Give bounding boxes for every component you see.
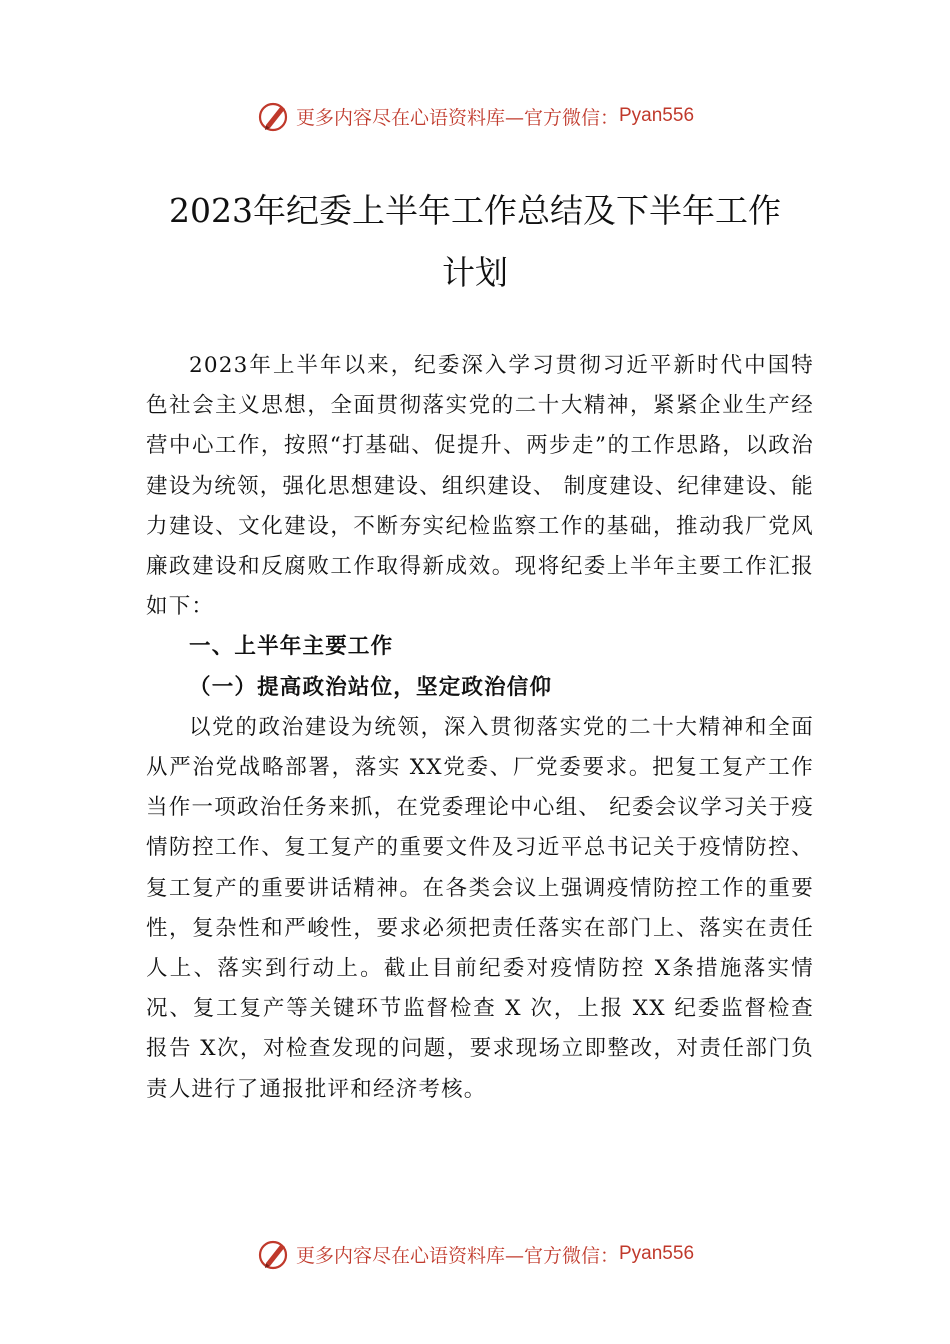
banner-text: 更多内容尽在心语资料库—官方微信： bbox=[295, 106, 619, 129]
pen-in-circle-icon bbox=[256, 98, 292, 134]
subsection-heading: （一）提高政治站位，坚定政治信仰 bbox=[189, 674, 553, 700]
wechat-id: Pyan556 bbox=[619, 105, 695, 126]
body-paragraph: 以党的政治建设为统领，深入贯彻落实党的二十大精神和全面从严治党战略部署，落实 XX党委、厂党委要求。把复工复产工作当作一项政治任务来抓，在党委理论中心组、 纪委会议学习关于疫情防控工作、复工复产的重要文件及习近平总书记关于疫情防控、复工复产的重要讲话精神。在各类会议上强调疫情防控工作的重要性，复杂性和严峻性，要求必须把责任落实在部门上、落实在责任人上、落实到行动上。截止目前纪委对疫情防控 X条措施落实情况、复工复产等关键环节监督检查 X 次，上报 XX 纪委监督检查报告 X次，对检查发现的问题，要求现场立即整改，对责任部门负责人进行了通报批评和经济考核。 bbox=[146, 714, 814, 1102]
banner-text: 更多内容尽在心语资料库—官方微信： bbox=[295, 1244, 619, 1267]
pen-in-circle-icon bbox=[256, 1236, 292, 1272]
title-line-2: 计划 bbox=[442, 253, 508, 292]
header-banner bbox=[0, 96, 950, 136]
title-line-1: 2023年纪委上半年工作总结及下半年工作 bbox=[169, 191, 781, 230]
document-body bbox=[146, 346, 814, 1110]
footer-banner bbox=[0, 1234, 950, 1274]
document-title bbox=[120, 180, 830, 304]
intro-paragraph: 2023年上半年以来，纪委深入学习贯彻习近平新时代中国特色社会主义思想，全面贯彻落实党的二十大精神，紧紧企业生产经营中心工作，按照“打基础、促提升、两步走”的工作思路，以政治建设为统领，强化思想建设、组织建设、 制度建设、纪律建设、能力建设、文化建设，不断夯实纪检监察工作的基础，推动我厂党风廉政建设和反腐败工作取得新成效。现将纪委上半年主要工作汇报如下： bbox=[146, 353, 814, 620]
wechat-id: Pyan556 bbox=[619, 1243, 695, 1264]
section-heading: 一、上半年主要工作 bbox=[189, 634, 394, 660]
